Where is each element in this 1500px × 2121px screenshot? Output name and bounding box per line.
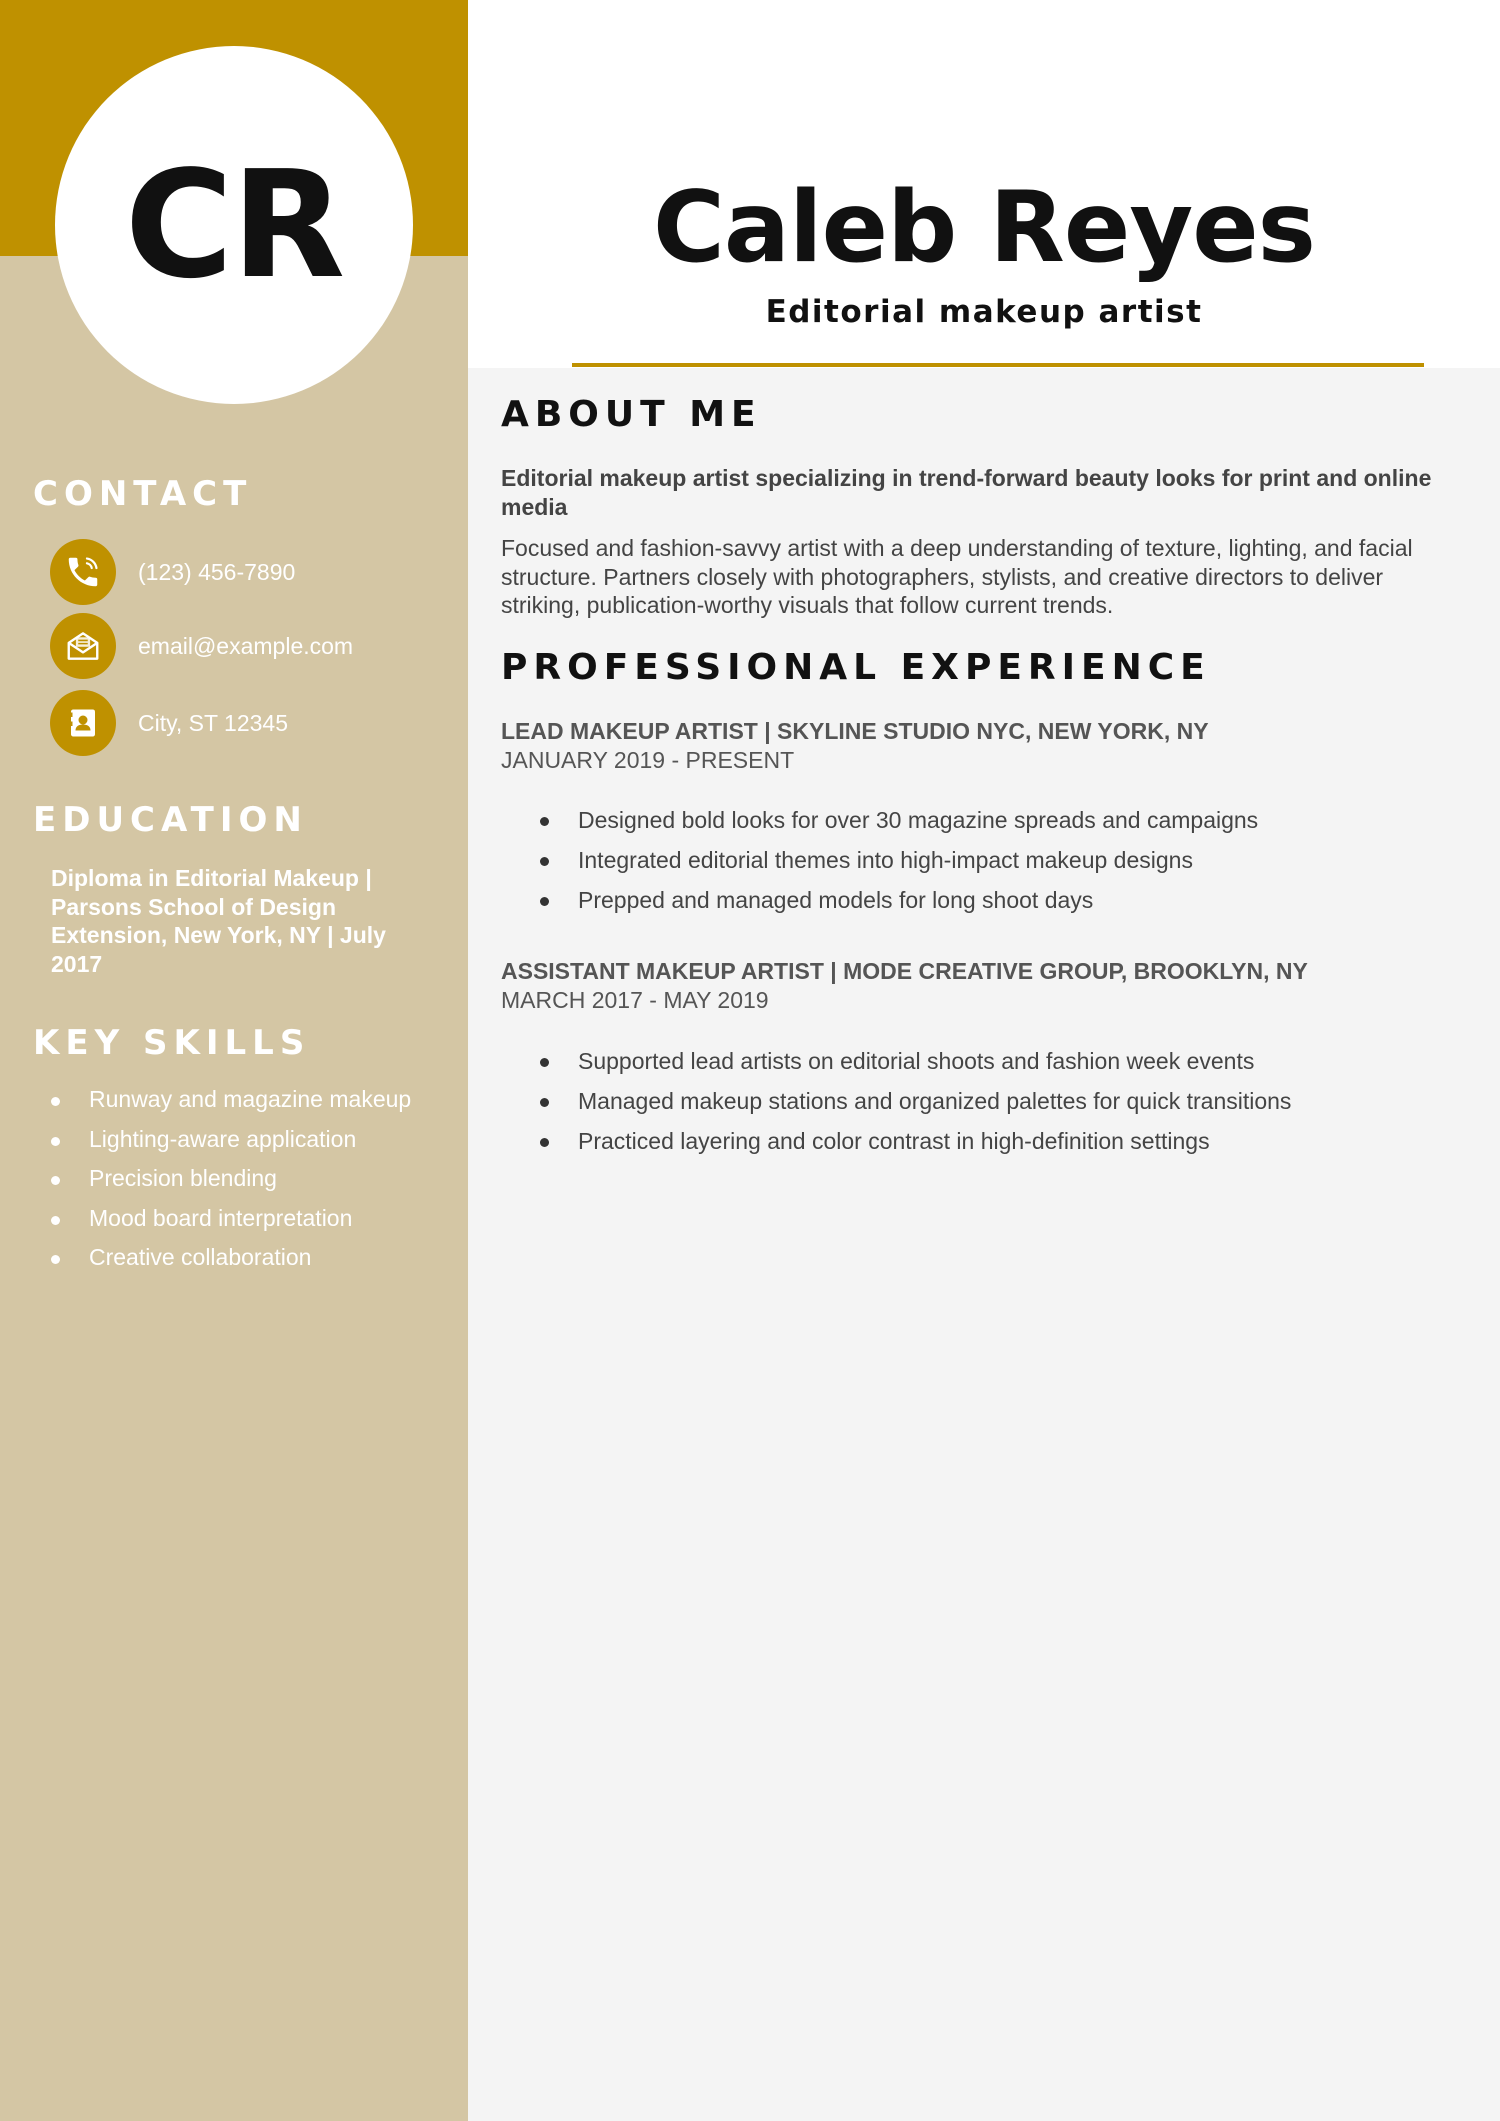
location-icon bbox=[50, 690, 116, 756]
contact-location bbox=[50, 689, 288, 757]
list-item: Integrated editorial themes into high-impact makeup designs bbox=[540, 840, 1258, 880]
education-heading: EDUCATION bbox=[33, 800, 308, 840]
list-item: Designed bold looks for over 30 magazine spreads and campaigns bbox=[540, 800, 1258, 840]
list-item: Creative collaboration bbox=[51, 1238, 411, 1278]
about-body: Focused and fashion-savvy artist with a deep understanding of texture, lighting, and facial structure. Partners closely with photographers, stylists, and creative directors to deliver striking, publication-worthy visuals that follow current trends. bbox=[501, 535, 1413, 618]
list-item: Runway and magazine makeup bbox=[51, 1080, 411, 1120]
contact-phone bbox=[50, 538, 295, 606]
list-item: Practiced layering and color contrast in high-definition settings bbox=[540, 1121, 1291, 1161]
page-title bbox=[468, 170, 1500, 286]
list-item: Supported lead artists on editorial shoots and fashion week events bbox=[540, 1041, 1291, 1081]
job-bullets-1 bbox=[540, 800, 1258, 920]
education-entry: Diploma in Editorial Makeup | Parsons School of Design Extension, New York, NY | July 2017 bbox=[51, 865, 386, 977]
header bbox=[468, 0, 1500, 368]
header-divider bbox=[572, 363, 1424, 367]
contact-heading: CONTACT bbox=[33, 474, 253, 514]
monogram-badge bbox=[55, 46, 413, 404]
monogram-text: CR bbox=[124, 139, 344, 311]
sidebar bbox=[0, 0, 468, 2121]
skills-list bbox=[51, 1080, 411, 1278]
email-icon bbox=[50, 613, 116, 679]
job-title-1: LEAD MAKEUP ARTIST | SKYLINE STUDIO NYC, NEW YORK, NY bbox=[501, 718, 1209, 744]
experience-heading: PROFESSIONAL EXPERIENCE bbox=[501, 647, 1211, 688]
skills-heading: KEY SKILLS bbox=[33, 1023, 311, 1063]
list-item: Prepped and managed models for long shoot days bbox=[540, 880, 1258, 920]
location-text: City, ST 12345 bbox=[138, 709, 289, 736]
job-title-2: ASSISTANT MAKEUP ARTIST | MODE CREATIVE GROUP, BROOKLYN, NY bbox=[501, 958, 1308, 984]
job-dates-1: JANUARY 2019 - PRESENT bbox=[501, 747, 795, 773]
job-bullets-2 bbox=[540, 1041, 1291, 1161]
list-item: Lighting-aware application bbox=[51, 1120, 411, 1160]
last-name: Reyes bbox=[989, 171, 1315, 285]
job-dates-2: MARCH 2017 - MAY 2019 bbox=[501, 987, 769, 1013]
about-heading: ABOUT ME bbox=[501, 394, 762, 435]
list-item: Precision blending bbox=[51, 1159, 411, 1199]
contact-email bbox=[50, 612, 353, 680]
email-text[interactable]: email@example.com bbox=[138, 632, 354, 659]
list-item: Mood board interpretation bbox=[51, 1199, 411, 1239]
first-name: Caleb bbox=[653, 171, 957, 285]
phone-text[interactable]: (123) 456-7890 bbox=[138, 558, 296, 585]
phone-icon bbox=[50, 539, 116, 605]
list-item: Managed makeup stations and organized palettes for quick transitions bbox=[540, 1081, 1291, 1121]
job-title: Editorial makeup artist bbox=[765, 294, 1203, 330]
about-lead: Editorial makeup artist specializing in trend-forward beauty looks for print and online media bbox=[501, 465, 1432, 520]
